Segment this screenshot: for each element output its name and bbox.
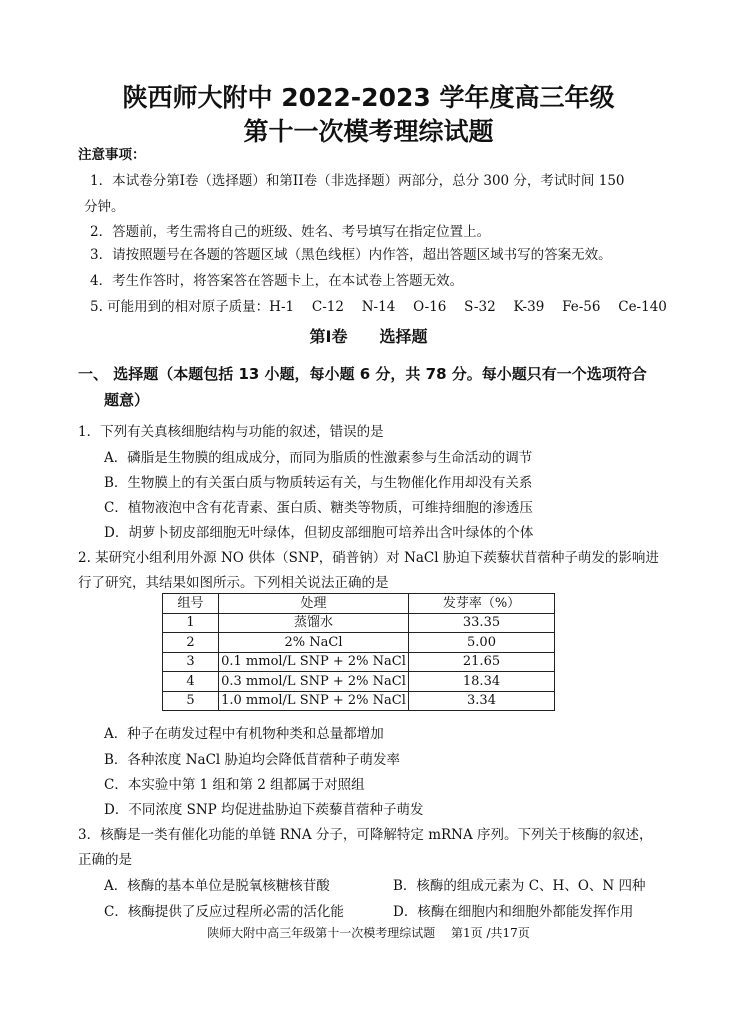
notice-heading: 注意事项： xyxy=(78,147,146,163)
q2-stem-cont: 行了研究，其结果如图所示。下列相关说法正确的是 xyxy=(78,575,389,591)
germination-table xyxy=(162,593,555,711)
section-heading-cont: 题意） xyxy=(104,391,150,409)
q1-option-d: D．胡萝卜韧皮部细胞无叶绿体，但韧皮部细胞可培养出含叶绿体的个体 xyxy=(104,525,534,541)
q3-stem: 3．核酶是一类有催化功能的单链 RNA 分子，可降解特定 mRNA 序列。下列关于核酶的叙述， xyxy=(78,827,653,843)
title-line2: 第十一次模考理综试题 xyxy=(243,117,494,146)
q3-stem-cont: 正确的是 xyxy=(78,852,132,868)
table-row xyxy=(163,691,555,711)
q3-option-c: C．核酶提供了反应过程所必需的活化能 xyxy=(104,904,344,920)
cell: 0.1 mmol/L SNP + 2% NaCl xyxy=(219,652,409,672)
notice-item: 5. 可能用到的相对原子质量：H-1 C-12 N-14 O-16 S-32 K-39 Fe-56 Ce-140 xyxy=(90,299,667,315)
notice-item: 2．答题前，考生需将自己的班级、姓名、考号填写在指定位置上。 xyxy=(90,224,491,240)
q3-option-d: D．核酶在细胞内和细胞外都能发挥作用 xyxy=(393,904,634,920)
cell: 1.0 mmol/L SNP + 2% NaCl xyxy=(219,691,409,711)
header-cell: 组号 xyxy=(163,594,219,614)
notice-item: 3．请按照题号在各题的答题区域（黑色线框）内作答，超出答题区域书写的答案无效。 xyxy=(90,247,612,263)
cell: 1 xyxy=(163,613,219,633)
q1-option-c: C．植物液泡中含有花青素、蛋白质、糖类等物质，可维持细胞的渗透压 xyxy=(104,500,533,516)
table-row xyxy=(163,613,555,633)
notice-item: 4．考生作答时，将答案答在答题卡上，在本试卷上答题无效。 xyxy=(90,273,464,289)
section-heading: 一、 选择题（本题包括 13 小题，每小题 6 分，共 78 分。每小题只有一个选项符合 xyxy=(78,365,647,383)
q2-option-d: D．不同浓度 SNP 均促进盐胁迫下蒺藜苜蓿种子萌发 xyxy=(104,802,424,818)
q2-option-b: B．各种浓度 NaCl 胁迫均会降低苜蓿种子萌发率 xyxy=(104,752,401,768)
cell: 21.65 xyxy=(409,652,555,672)
q1-option-b: B．生物膜上的有关蛋白质与物质转运有关，与生物催化作用却没有关系 xyxy=(104,475,533,491)
header-cell: 发芽率（%） xyxy=(409,594,555,614)
table-row xyxy=(163,633,555,653)
page-footer: 陕师大附中高三年级第十一次模考理综试题 第1页 /共17页 xyxy=(207,926,530,940)
q3-option-a: A．核酶的基本单位是脱氧核糖核苷酸 xyxy=(104,878,330,894)
cell: 3 xyxy=(163,652,219,672)
q2-stem: 2. 某研究小组利用外源 NO 供体（SNP，硝普钠）对 NaCl 胁迫下蒺藜状苜蓿种子萌发的影响进 xyxy=(78,550,659,566)
cell: 33.35 xyxy=(409,613,555,633)
q2-option-a: A．种子在萌发过程中有机物种类和总量都增加 xyxy=(104,726,384,742)
cell: 3.34 xyxy=(409,691,555,711)
table-header-row xyxy=(163,594,555,614)
cell: 2 xyxy=(163,633,219,653)
cell: 4 xyxy=(163,672,219,692)
cell: 蒸馏水 xyxy=(219,613,409,633)
q1-stem: 1．下列有关真核细胞结构与功能的叙述，错误的是 xyxy=(78,424,384,440)
title-line1: 陕西师大附中 2022-2023 学年度高三年级 xyxy=(122,83,615,112)
table-row xyxy=(163,672,555,692)
notice-item: 分钟。 xyxy=(84,199,125,215)
q2-option-c: C．本实验中第 1 组和第 2 组都属于对照组 xyxy=(104,777,365,793)
cell: 0.3 mmol/L SNP + 2% NaCl xyxy=(219,672,409,692)
q3-option-b: B．核酶的组成元素为 C、H、O、N 四种 xyxy=(393,878,646,894)
cell: 5 xyxy=(163,691,219,711)
cell: 5.00 xyxy=(409,633,555,653)
cell: 2% NaCl xyxy=(219,633,409,653)
header-cell: 处理 xyxy=(219,594,409,614)
q1-option-a: A．磷脂是生物膜的组成成分，而同为脂质的性激素参与生命活动的调节 xyxy=(104,450,533,466)
cell: 18.34 xyxy=(409,672,555,692)
part-title: 第Ⅰ卷 选择题 xyxy=(309,327,428,346)
table-row xyxy=(163,652,555,672)
notice-item: 1．本试卷分第I卷（选择题）和第II卷（非选择题）两部分，总分 300 分，考试时间 150 xyxy=(90,173,625,189)
